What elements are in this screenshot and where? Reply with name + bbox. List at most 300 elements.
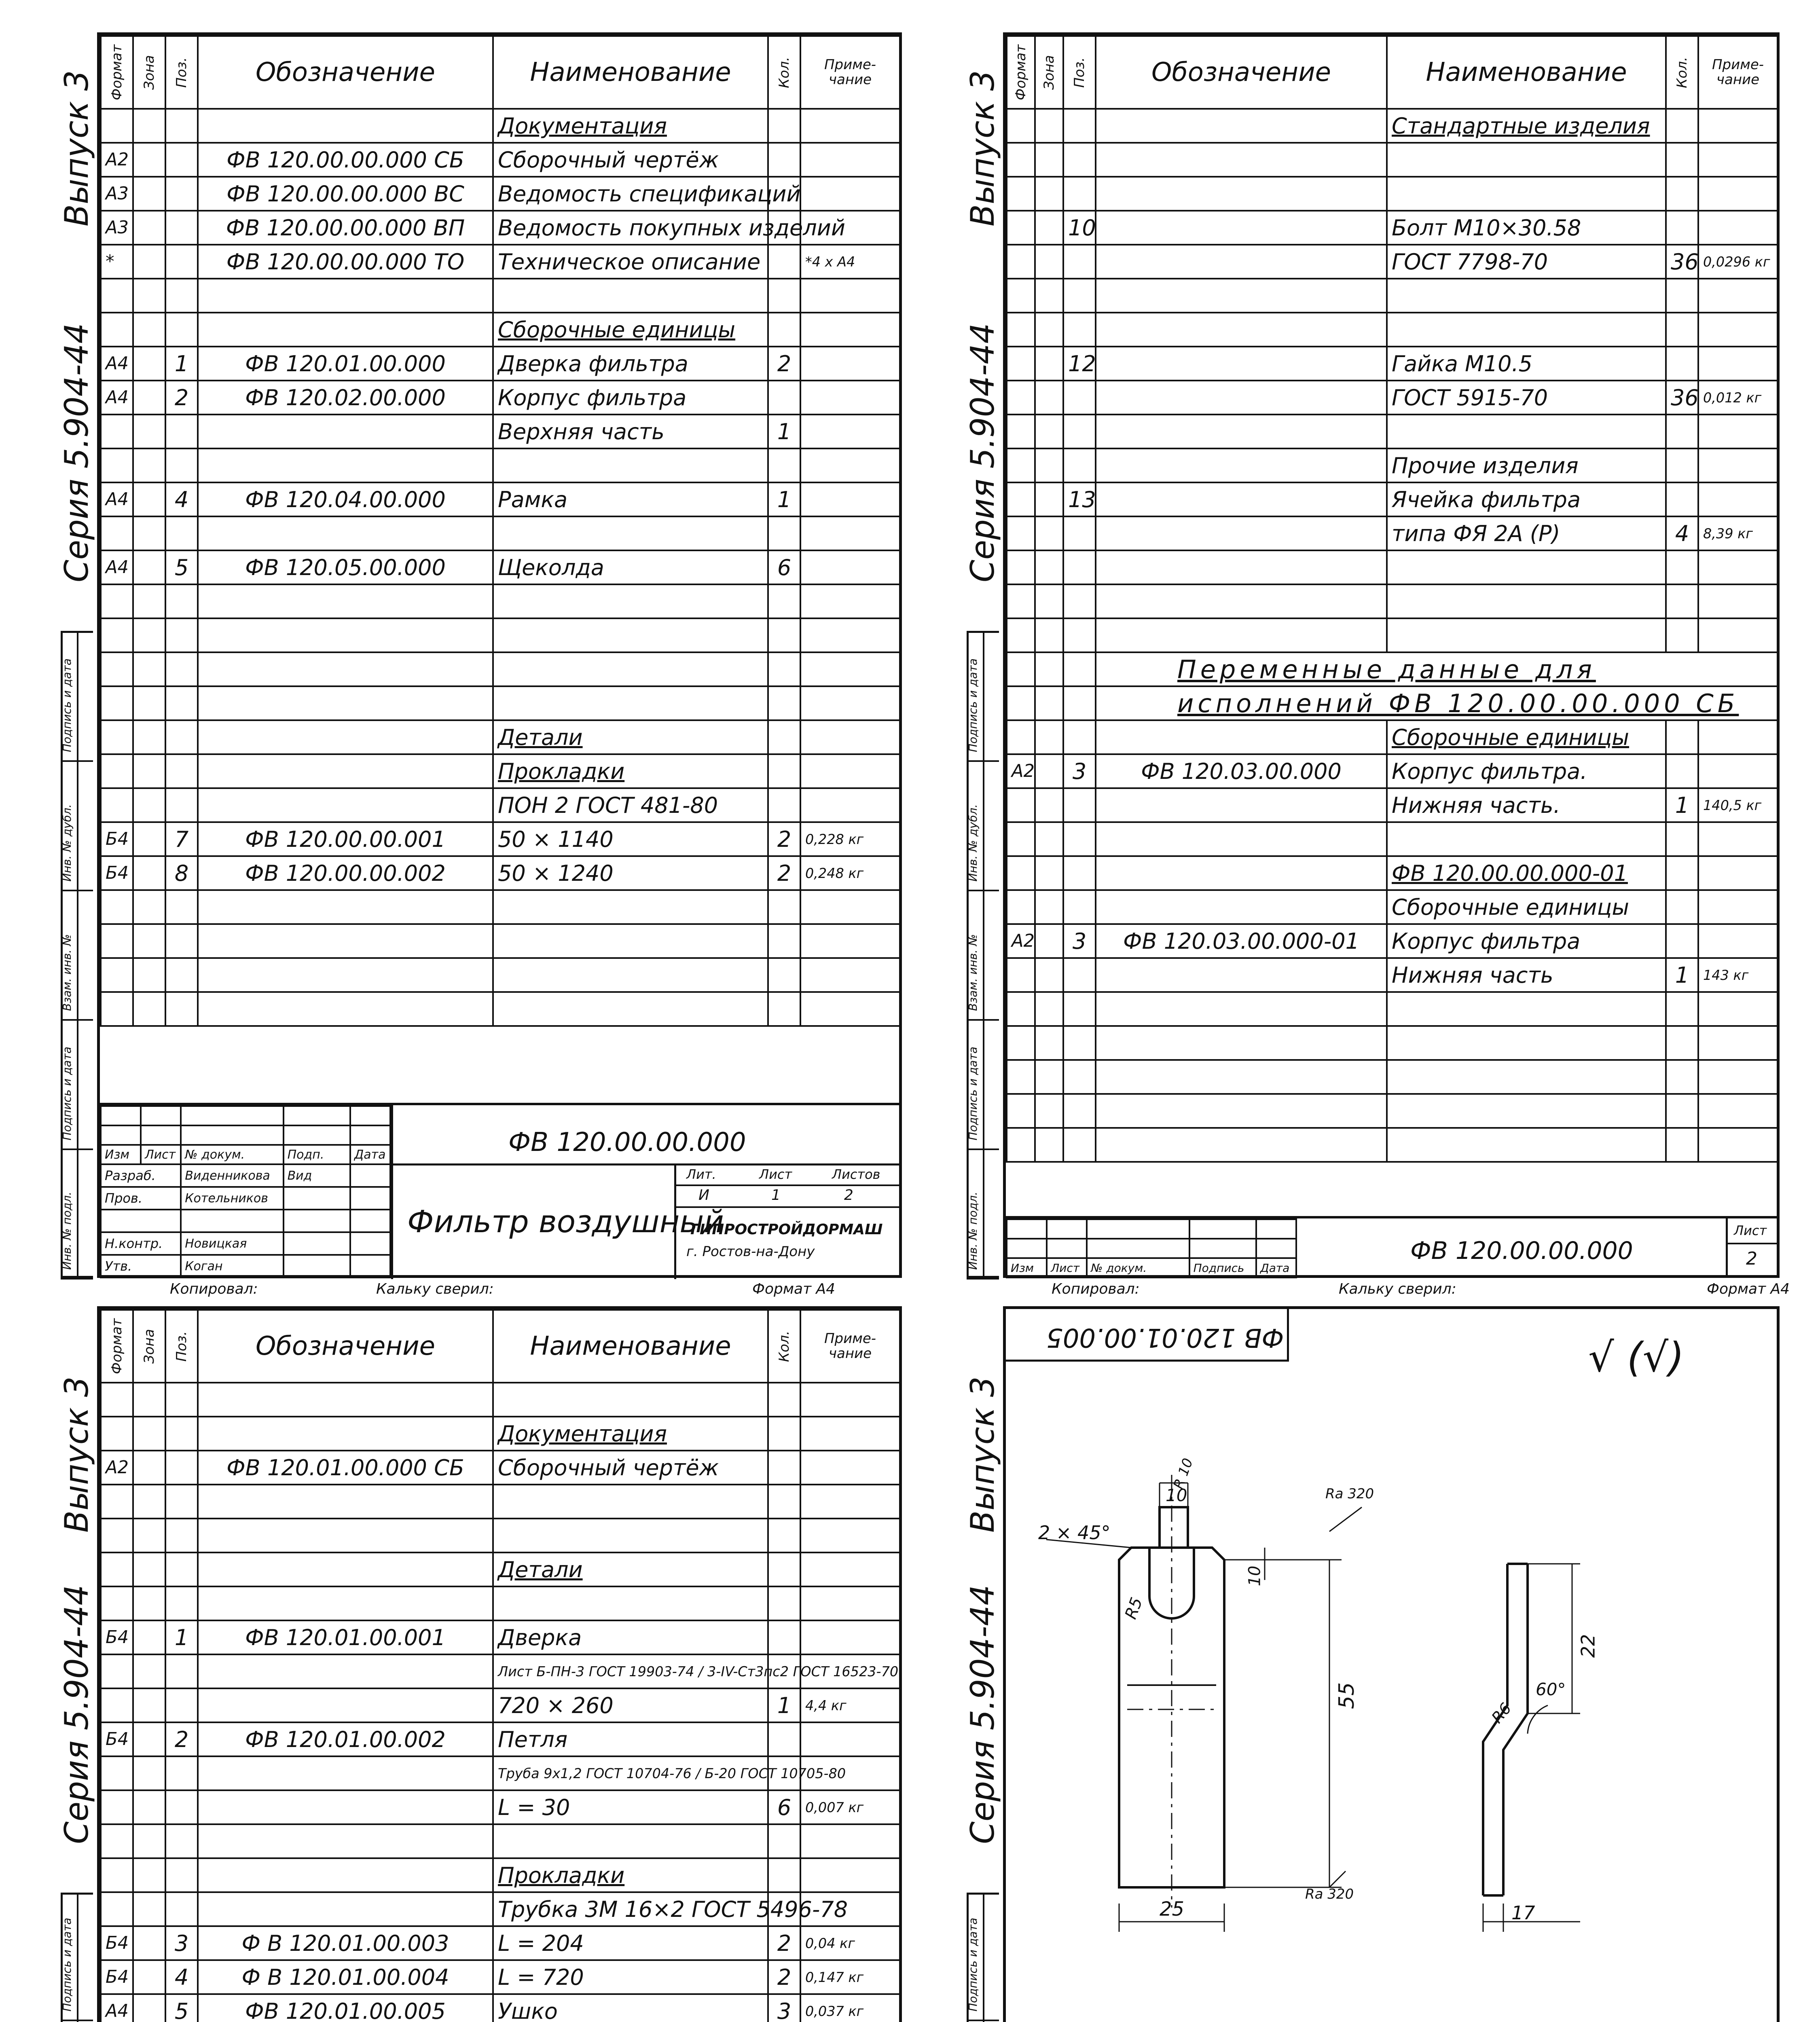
- table-row: [101, 211, 900, 245]
- stamp-date: [350, 1164, 390, 1187]
- stamp-person-row: [101, 1187, 390, 1210]
- table-row: [1007, 245, 1778, 279]
- cell-pos: [1063, 652, 1096, 686]
- cell-format: [101, 1383, 133, 1417]
- cell-note: [1698, 890, 1778, 924]
- cell-zone: [133, 1620, 165, 1654]
- table-row: [101, 584, 900, 618]
- dim-width: 25: [1160, 1898, 1185, 1920]
- cell-format: [101, 1858, 133, 1892]
- table-row: [101, 1620, 900, 1654]
- cell-zone: [133, 1960, 165, 1994]
- table-row: [1007, 992, 1778, 1026]
- cell-format: [101, 1654, 133, 1688]
- cell-qty: [768, 992, 800, 1026]
- cell-designation: [198, 415, 493, 448]
- cell-pos: [165, 618, 198, 652]
- cell-zone: [133, 924, 165, 958]
- table-row: [1007, 788, 1778, 822]
- cell-format: [1007, 143, 1035, 177]
- cell-designation: [1096, 720, 1387, 754]
- cell-format: [101, 720, 133, 754]
- stamp-col-header: Изм: [1007, 1258, 1047, 1277]
- cell-note: [800, 279, 900, 313]
- cell-name: Труба 9х1,2 ГОСТ 10704-76 / Б-20 ГОСТ 10705-80: [493, 1756, 768, 1790]
- table-row: [1007, 1094, 1778, 1128]
- cell-note: [800, 652, 900, 686]
- stamp-cell: [181, 1125, 283, 1145]
- cell-name: Гайка М10.5: [1387, 347, 1666, 381]
- cell-zone: [1035, 1094, 1063, 1128]
- table-row: [101, 1519, 900, 1552]
- cell-pos: 3: [165, 1926, 198, 1960]
- cell-zone: [133, 856, 165, 890]
- col-pos-header: Поз.: [165, 36, 198, 109]
- cell-qty: 36: [1666, 381, 1698, 415]
- cell-zone: [1035, 924, 1063, 958]
- cell-note: [800, 1552, 900, 1586]
- cell-name: [1387, 618, 1666, 652]
- table-row: [1007, 279, 1778, 313]
- col-qty-header: Кол.: [1666, 36, 1698, 109]
- cell-format: [1007, 1060, 1035, 1094]
- cell-qty: [1666, 1094, 1698, 1128]
- cell-pos: [1063, 381, 1096, 415]
- table-row: [1007, 958, 1778, 992]
- cell-qty: 1: [768, 415, 800, 448]
- side-strip-divider: [77, 1893, 78, 2022]
- cell-qty: [768, 720, 800, 754]
- stamp-header-row: [1007, 1258, 1296, 1277]
- cell-pos: [165, 788, 198, 822]
- cell-note: [1698, 720, 1778, 754]
- table-row: [101, 924, 900, 958]
- table-row: [1007, 822, 1778, 856]
- cell-name: Прокладки: [493, 754, 768, 788]
- cell-designation: [198, 1756, 493, 1790]
- cell-zone: [1035, 788, 1063, 822]
- cell-pos: [165, 686, 198, 720]
- cell-designation: ФВ 120.00.00.002: [198, 856, 493, 890]
- cell-qty: [768, 754, 800, 788]
- table-row: [101, 958, 900, 992]
- side-strip-label: Подпись и дата: [966, 1918, 980, 2011]
- cell-format: А4: [101, 482, 133, 516]
- table-row: [1007, 516, 1778, 550]
- stamp-signature: Вид: [284, 1164, 350, 1187]
- cell-designation: [198, 109, 493, 143]
- table-row: [101, 313, 900, 347]
- cell-pos: [165, 279, 198, 313]
- cell-pos: [1063, 618, 1096, 652]
- cell-designation: [1096, 177, 1387, 211]
- cell-name: [493, 516, 768, 550]
- stamp-line: [1726, 1243, 1777, 1244]
- cell-note: 0,037 кг: [800, 1994, 900, 2022]
- stamp-col-header: Изм: [101, 1145, 141, 1164]
- cell-note: [800, 347, 900, 381]
- cell-zone: [1035, 211, 1063, 245]
- cell-pos: [165, 1383, 198, 1417]
- cell-format: [1007, 381, 1035, 415]
- col-designation-header: Обозначение: [198, 1310, 493, 1383]
- dim-r-top: R 10: [1170, 1456, 1196, 1491]
- stamp-person-name: Котельников: [181, 1187, 283, 1210]
- cell-name: Верхняя часть: [493, 415, 768, 448]
- cell-pos: [165, 1688, 198, 1722]
- cell-name: [493, 448, 768, 482]
- cell-zone: [133, 1417, 165, 1451]
- table-row: [101, 516, 900, 550]
- cell-name: Корпус фильтра.: [1387, 754, 1666, 788]
- cell-note: [800, 958, 900, 992]
- cell-note: 0,248 кг: [800, 856, 900, 890]
- cell-name: [493, 958, 768, 992]
- cell-name: ГОСТ 7798-70: [1387, 245, 1666, 279]
- cell-name: Корпус фильтра: [493, 381, 768, 415]
- cell-designation: ФВ 120.02.00.000: [198, 381, 493, 415]
- table-row: [1007, 856, 1778, 890]
- cell-qty: [768, 958, 800, 992]
- cell-note: 140,5 кг: [1698, 788, 1778, 822]
- cell-format: [1007, 550, 1035, 584]
- cell-note: [800, 584, 900, 618]
- cell-name: [493, 279, 768, 313]
- cell-pos: [1063, 856, 1096, 890]
- issue-label-s2: Выпуск 3: [964, 70, 1001, 226]
- cell-format: [1007, 992, 1035, 1026]
- cell-name: [493, 584, 768, 618]
- cell-note: [800, 1620, 900, 1654]
- table-row: [101, 1994, 900, 2022]
- cell-pos: [1063, 448, 1096, 482]
- cell-designation: [1096, 313, 1387, 347]
- cell-designation: ФВ 120.00.00.000 ВС: [198, 177, 493, 211]
- cell-pos: [165, 584, 198, 618]
- stamp-role: Пров.: [101, 1187, 181, 1210]
- cell-format: *: [101, 245, 133, 279]
- cell-designation: ФВ 120.01.00.005: [198, 1994, 493, 2022]
- cell-name: Детали: [493, 1552, 768, 1586]
- cell-format: [1007, 245, 1035, 279]
- col-qty-header: Кол.: [768, 36, 800, 109]
- cell-designation: [1096, 381, 1387, 415]
- cell-format: [101, 1824, 133, 1858]
- cell-note: 0,04 кг: [800, 1926, 900, 1960]
- cell-designation: [198, 720, 493, 754]
- cell-designation: [198, 1790, 493, 1824]
- stamp-cell: [101, 1106, 141, 1125]
- cell-format: [1007, 448, 1035, 482]
- cell-name: L = 720: [493, 1960, 768, 1994]
- side-strip-label: Инв. № дубл.: [966, 804, 980, 882]
- cell-name: Ведомость покупных изделий: [493, 211, 768, 245]
- cell-pos: [1063, 992, 1096, 1026]
- roughness-mark: √ (√): [1588, 1334, 1685, 1381]
- cell-note: [1698, 109, 1778, 143]
- cell-zone: [1035, 1026, 1063, 1060]
- cell-designation: [198, 992, 493, 1026]
- cell-zone: [133, 992, 165, 1026]
- stamp-cell: [101, 1125, 141, 1145]
- cell-pos: 4: [165, 1960, 198, 1994]
- cell-note: [1698, 347, 1778, 381]
- cell-designation: [1096, 211, 1387, 245]
- cell-designation: [1096, 1060, 1387, 1094]
- table-row: [101, 279, 900, 313]
- cell-name: Рамка: [493, 482, 768, 516]
- side-strip-cell-line: [61, 890, 93, 891]
- stamp-lit-label: Лит.: [686, 1167, 716, 1182]
- cell-name: [493, 652, 768, 686]
- cell-name: Сборочные единицы: [493, 313, 768, 347]
- cell-note: [1698, 177, 1778, 211]
- stamp-col-header: Дата: [350, 1145, 390, 1164]
- cell-note: [800, 1519, 900, 1552]
- cell-designation: [198, 652, 493, 686]
- footer-copied-2: Копировал:: [1052, 1281, 1140, 1297]
- side-strip-label: Инв. № подл.: [966, 1191, 980, 1270]
- cell-designation: ФВ 120.00.00.001: [198, 822, 493, 856]
- cell-zone: [1035, 313, 1063, 347]
- stamp-date: [350, 1187, 390, 1210]
- cell-zone: [133, 1824, 165, 1858]
- stamp-person-name: Коган: [181, 1255, 283, 1277]
- side-strip-label: Взам. инв. №: [966, 934, 980, 1011]
- cell-format: Б4: [101, 1926, 133, 1960]
- cell-designation: [198, 584, 493, 618]
- cell-designation: [198, 1417, 493, 1451]
- side-strip-cell-line: [61, 760, 93, 762]
- cell-zone: [133, 822, 165, 856]
- cell-qty: 2: [768, 822, 800, 856]
- series-label-s4: Серия 5.904-44: [964, 1584, 1001, 1844]
- cell-name: [1387, 1128, 1666, 1162]
- title-block-small: [1006, 1216, 1777, 1277]
- cell-format: [1007, 482, 1035, 516]
- table-row: [101, 143, 900, 177]
- cell-zone: [1035, 686, 1063, 720]
- side-strip-cell-line: [967, 1278, 999, 1280]
- cell-qty: [768, 279, 800, 313]
- stamp-cell: [350, 1106, 390, 1125]
- col-format-header: Формат: [101, 1310, 133, 1383]
- cell-format: [1007, 720, 1035, 754]
- cell-zone: [133, 211, 165, 245]
- cell-format: [101, 1485, 133, 1519]
- cell-zone: [133, 109, 165, 143]
- stamp-cell: [1087, 1219, 1189, 1239]
- cell-designation: [198, 1892, 493, 1926]
- cell-name: [493, 618, 768, 652]
- cell-note: [800, 686, 900, 720]
- cell-note: [1698, 856, 1778, 890]
- stamp-sheet-label: Лист: [1734, 1223, 1767, 1238]
- cell-qty: [768, 1485, 800, 1519]
- cell-name: [493, 1519, 768, 1552]
- dim-bend-w: 17: [1511, 1902, 1535, 1924]
- cell-designation: [198, 1688, 493, 1722]
- stamp-person-row: [101, 1164, 390, 1187]
- table-row: [101, 415, 900, 448]
- dim-bend-h: 22: [1577, 1634, 1599, 1658]
- cell-zone: [1035, 856, 1063, 890]
- cell-designation: [1096, 856, 1387, 890]
- stamp-col-header: № докум.: [1087, 1258, 1189, 1277]
- stamp-cell: [1189, 1219, 1256, 1239]
- cell-name: типа ФЯ 2А (Р): [1387, 516, 1666, 550]
- cell-qty: [768, 313, 800, 347]
- stamp-person-row: [101, 1255, 390, 1277]
- cell-format: А2: [101, 1451, 133, 1485]
- cell-pos: [1063, 822, 1096, 856]
- cell-format: [1007, 856, 1035, 890]
- cell-format: Б4: [101, 1960, 133, 1994]
- stamp-signature: [284, 1187, 350, 1210]
- cell-note: [800, 1451, 900, 1485]
- cell-note: *4 х А4: [800, 245, 900, 279]
- side-strip-cell-line: [967, 2020, 999, 2021]
- cell-name: [1387, 822, 1666, 856]
- stamp-cell: [1256, 1219, 1296, 1239]
- cell-pos: 2: [165, 381, 198, 415]
- sheet-4: [1003, 1306, 1780, 2022]
- cell-zone: [133, 1383, 165, 1417]
- cell-format: А4: [101, 347, 133, 381]
- cell-format: [101, 992, 133, 1026]
- cell-name: Щеколда: [493, 550, 768, 584]
- cell-qty: [1666, 279, 1698, 313]
- cell-zone: [133, 1451, 165, 1485]
- cell-name: Документация: [493, 109, 768, 143]
- col-name-header: Наименование: [1387, 36, 1666, 109]
- cell-format: А3: [101, 177, 133, 211]
- cell-format: [101, 958, 133, 992]
- cell-format: [101, 1552, 133, 1586]
- cell-note: [1698, 1128, 1778, 1162]
- cell-note: 0,228 кг: [800, 822, 900, 856]
- table-row: [1007, 652, 1778, 686]
- cell-note: 4,4 кг: [800, 1688, 900, 1722]
- cell-qty: 1: [768, 1688, 800, 1722]
- cell-designation: ФВ 120.01.00.000 СБ: [198, 1451, 493, 1485]
- stamp-signature: [284, 1210, 350, 1232]
- cell-name: Трубка 3М 16×2 ГОСТ 5496-78: [493, 1892, 768, 1926]
- side-strip-cell-line: [967, 1019, 999, 1021]
- cell-designation: ФВ 120.03.00.000: [1096, 754, 1387, 788]
- cell-note: [1698, 924, 1778, 958]
- cell-name: Ведомость спецификаций: [493, 177, 768, 211]
- cell-designation: [1096, 448, 1387, 482]
- cell-qty: 1: [1666, 958, 1698, 992]
- cell-format: Б4: [101, 1722, 133, 1756]
- cell-format: [1007, 686, 1035, 720]
- cell-pos: [165, 177, 198, 211]
- cell-format: [101, 1756, 133, 1790]
- stamp-col-header: Дата: [1256, 1258, 1296, 1277]
- stamp-cell: [1047, 1219, 1087, 1239]
- cell-zone: [133, 516, 165, 550]
- stamp-vdivider: [1726, 1218, 1728, 1277]
- cell-zone: [133, 618, 165, 652]
- cell-note: [800, 1383, 900, 1417]
- table-row: [1007, 720, 1778, 754]
- dim-angle: 60°: [1536, 1679, 1566, 1699]
- stamp-divider: [391, 1163, 899, 1165]
- cell-designation: ФВ 120.01.00.000: [198, 347, 493, 381]
- cell-format: [101, 1417, 133, 1451]
- cell-format: [1007, 109, 1035, 143]
- cell-designation: ФВ 120.04.00.000: [198, 482, 493, 516]
- table-row: [101, 482, 900, 516]
- col-name-header: Наименование: [493, 1310, 768, 1383]
- cell-designation: [198, 1383, 493, 1417]
- cell-designation: [198, 1519, 493, 1552]
- stamp-cell: [284, 1106, 350, 1125]
- side-strip-divider: [983, 1893, 984, 2022]
- stamp-role: Утв.: [101, 1255, 181, 1277]
- stamp-title: Фильтр воздушный: [407, 1203, 724, 1239]
- cell-qty: [768, 1417, 800, 1451]
- cell-pos: [165, 448, 198, 482]
- cell-designation: [1096, 1094, 1387, 1128]
- cell-zone: [133, 143, 165, 177]
- cell-qty: [768, 890, 800, 924]
- stamp-signature: [284, 1255, 350, 1277]
- cell-format: [101, 754, 133, 788]
- series-label-s3: Серия 5.904-44: [58, 1584, 95, 1844]
- cell-qty: [1666, 1128, 1698, 1162]
- cell-note: [1698, 313, 1778, 347]
- cell-zone: [133, 415, 165, 448]
- stamp-person-name: [181, 1210, 283, 1232]
- cell-format: А3: [101, 211, 133, 245]
- cell-designation: ФВ 120.03.00.000-01: [1096, 924, 1387, 958]
- cell-qty: [768, 516, 800, 550]
- cell-pos: [1063, 686, 1096, 720]
- cell-qty: [768, 1858, 800, 1892]
- cell-zone: [1035, 516, 1063, 550]
- cell-format: [101, 448, 133, 482]
- cell-qty: 2: [768, 1960, 800, 1994]
- spec-table-3: [100, 1309, 901, 2022]
- cell-designation: [1096, 279, 1387, 313]
- col-format-header: Формат: [1007, 36, 1035, 109]
- dim-ra-top: Ra 320: [1325, 1486, 1374, 1502]
- cell-designation: ФВ 120.00.00.000 ТО: [198, 245, 493, 279]
- stamp-date: [350, 1210, 390, 1232]
- cell-designation: [198, 279, 493, 313]
- cell-note: [800, 313, 900, 347]
- cell-name: Сборочный чертёж: [493, 143, 768, 177]
- cell-qty: [768, 1383, 800, 1417]
- cell-name: L = 30: [493, 1790, 768, 1824]
- cell-pos: [165, 1552, 198, 1586]
- cell-pos: [1063, 1128, 1096, 1162]
- cell-format: [101, 584, 133, 618]
- cell-note: [800, 1858, 900, 1892]
- cell-pos: [1063, 1060, 1096, 1094]
- cell-format: А2: [1007, 754, 1035, 788]
- cell-designation: [1096, 618, 1387, 652]
- part-drawing: [1006, 1370, 1774, 1936]
- cell-zone: [133, 1790, 165, 1824]
- cell-designation: Ф В 120.01.00.004: [198, 1960, 493, 1994]
- table-row: [1007, 618, 1778, 652]
- cell-pos: 4: [165, 482, 198, 516]
- cell-format: [101, 109, 133, 143]
- title-block: [100, 1103, 899, 1279]
